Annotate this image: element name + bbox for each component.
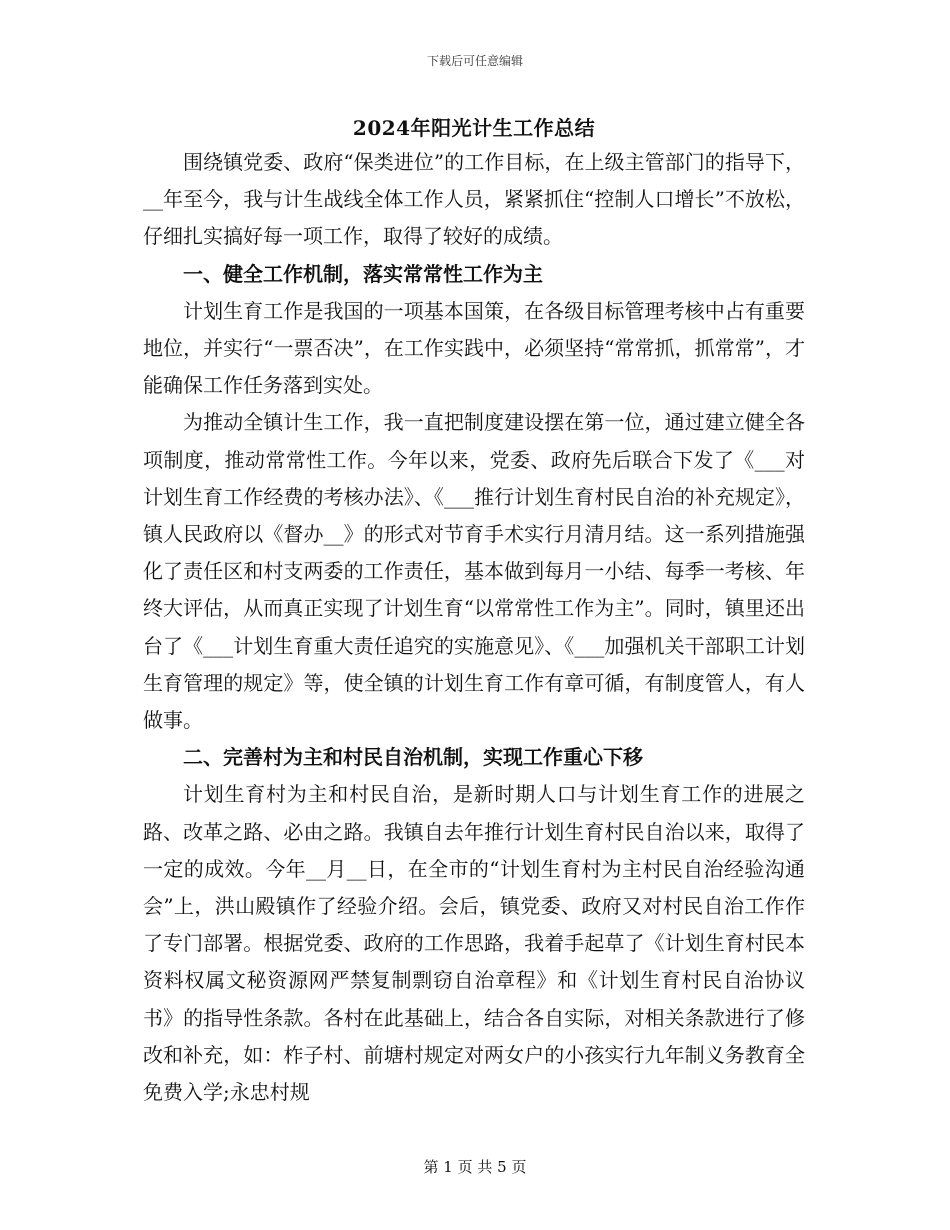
page-number: 第 1 页 共 5 页: [423, 1158, 527, 1176]
section-1-paragraph-1: 计划生育工作是我国的一项基本国策，在各级目标管理考核中占有重要地位，并实行“一票否决”，在工作实践中，必须坚持“常常抓，抓常常”，才能确保工作任务落到实处。: [143, 298, 805, 398]
intro-paragraph: 围绕镇党委、政府“保类进位”的工作目标，在上级主管部门的指导下，__年至今，我与计生战线全体工作人员，紧紧抓住“控制人口增长”不放松，仔细扎实搞好每一项工作，取得了较好的成绩。: [143, 150, 805, 249]
section-1-heading: 一、健全工作机制，落实常常性工作为主: [183, 261, 543, 286]
document-body: [143, 112, 805, 1111]
document-title: 2024年阳光计生工作总结: [352, 116, 596, 140]
section-2-paragraph-1: 计划生育村为主和村民自治，是新时期人口与计划生育工作的进展之路、改革之路、必由之路。我镇自去年推行计划生育村民自治以来，取得了一定的成效。今年__月__日，在全市的“计划生育村为主村民自治经验沟通会”上，洪山殿镇作了经验介绍。会后，镇党委、政府又对村民自治工作作了专门部署。根据党委、政府的工作思路，我着手起草了《计划生育村民本资料权属文秘资源网严禁复制剽窃自治章程》和《计划生育村民自治协议书》的指导性条款。各村在此基础上，结合各自实际，对相关条款进行了修改和补充，如：柞子村、前塘村规定对两女户的小孩实行九年制义务教育全免费入学;永忠村规: [143, 782, 805, 1105]
section-2-heading: 二、完善村为主和村民自治机制，实现工作重心下移: [183, 745, 643, 770]
section-1-paragraph-2: 为推动全镇计生工作，我一直把制度建设摆在第一位，通过建立健全各项制度，推动常常性工作。今年以来，党委、政府先后联合下发了《___对计划生育工作经费的考核办法》、《___推行计划生育村民自治的补充规定》，镇人民政府以《督办__》的形式对节育手术实行月清月结。这一系列措施强化了责任区和村支两委的工作责任，基本做到每月一小结、每季一考核、年终大评估，从而真正实现了计划生育“以常常性工作为主”。同时，镇里还出台了《___计划生育重大责任追究的实施意见》、《___加强机关干部职工计划生育管理的规定》等，使全镇的计划生育工作有章可循，有制度管人，有人做事。: [143, 410, 805, 733]
page-header-note: 下载后可任意编辑: [426, 54, 523, 68]
